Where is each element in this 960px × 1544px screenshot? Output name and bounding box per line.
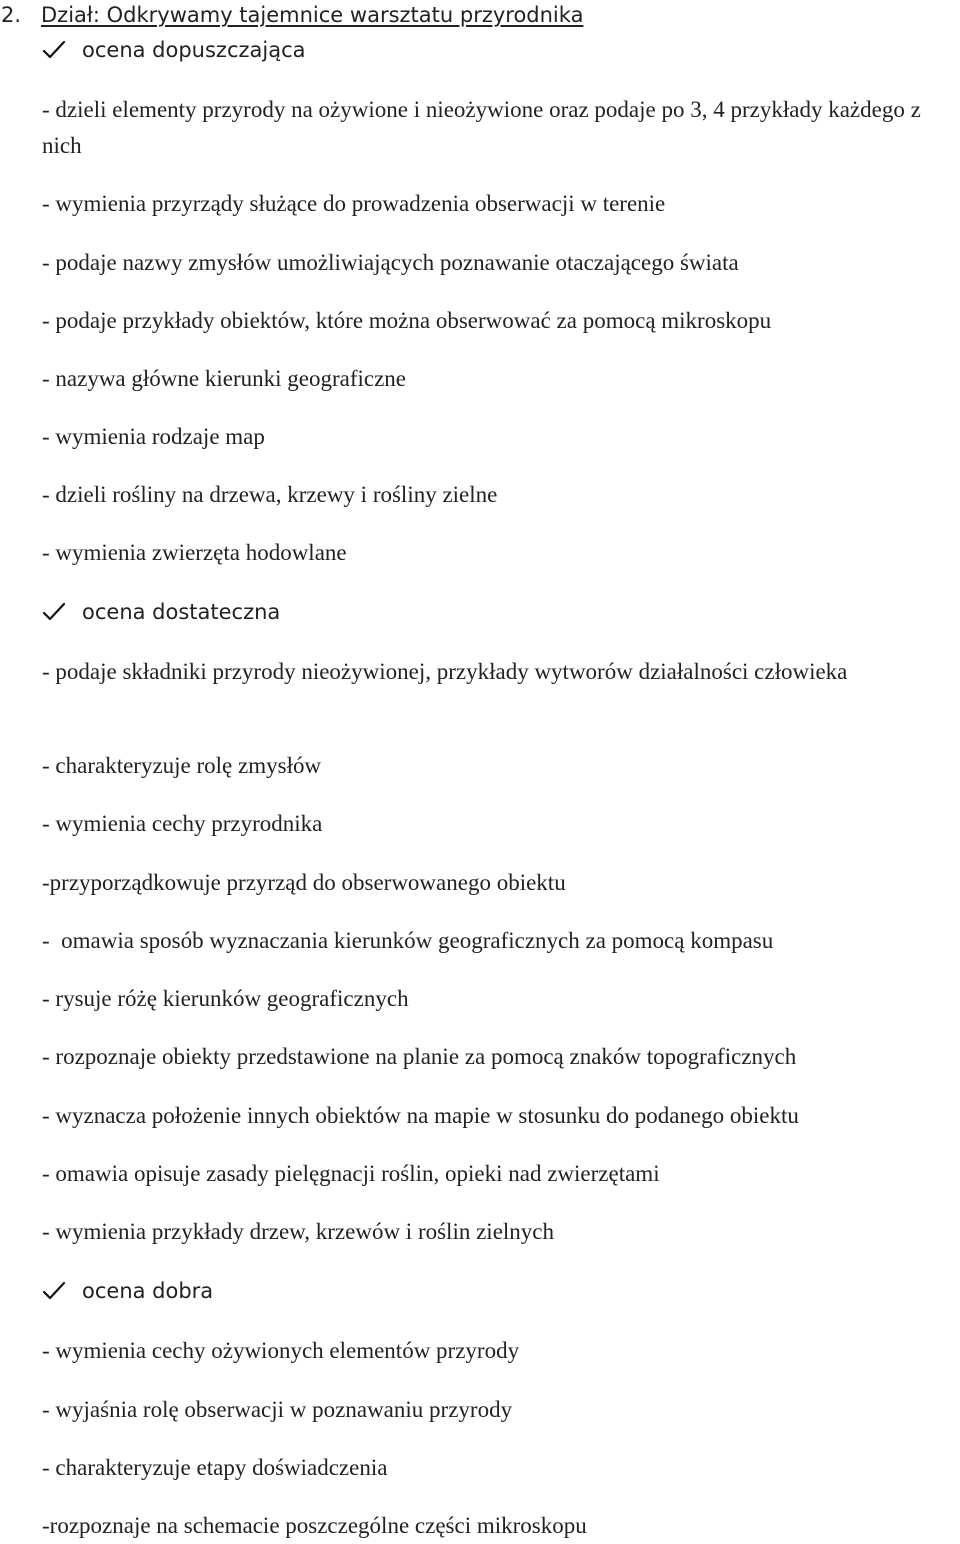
list-item: - dzieli elementy przyrody na ożywione i nieożywione oraz podaje po 3, 4 przykłady każdego z nich bbox=[42, 97, 921, 158]
list-item: - charakteryzuje rolę zmysłów bbox=[42, 753, 322, 778]
list-item: - nazywa główne kierunki geograficzne bbox=[42, 366, 407, 391]
list-item: - wyznacza położenie innych obiektów na mapie w stosunku do podanego obiektu bbox=[42, 1103, 799, 1128]
checkmark-icon bbox=[42, 602, 82, 622]
list-item: - wymienia przyrządy służące do prowadzenia obserwacji w terenie bbox=[42, 191, 666, 216]
checkmark-icon bbox=[42, 40, 82, 60]
list-item: - wymienia zwierzęta hodowlane bbox=[42, 540, 347, 565]
list-item: - omawia opisuje zasady pielęgnacji roślin, opieki nad zwierzętami bbox=[42, 1161, 660, 1186]
list-item: - charakteryzuje etapy doświadczenia bbox=[42, 1455, 388, 1480]
list-item: - wymienia przykłady drzew, krzewów i roślin zielnych bbox=[42, 1219, 554, 1244]
grade-level-dopuszczajaca bbox=[42, 33, 306, 67]
grade-level-dostateczna bbox=[42, 594, 280, 630]
grade-level-label: ocena dopuszczająca bbox=[82, 38, 306, 62]
section-number: 2. bbox=[1, 3, 22, 27]
list-item: - omawia sposób wyznaczania kierunków geograficznych za pomocą kompasu bbox=[42, 928, 774, 953]
list-item: -rozpoznaje na schemacie poszczególne części mikroskopu bbox=[42, 1513, 587, 1538]
section-title: Dział: Odkrywamy tajemnice warsztatu przyrodnika bbox=[41, 3, 584, 27]
section-heading bbox=[0, 0, 583, 30]
list-item: - wymienia cechy ożywionych elementów przyrody bbox=[42, 1338, 520, 1363]
list-item: - wyjaśnia rolę obserwacji w poznawaniu przyrody bbox=[42, 1397, 513, 1422]
list-item: - wymienia cechy przyrodnika bbox=[42, 811, 323, 836]
list-item: - podaje przykłady obiektów, które można obserwować za pomocą mikroskopu bbox=[42, 308, 772, 333]
list-item: -przyporządkowuje przyrząd do obserwowanego obiektu bbox=[42, 870, 566, 895]
list-item: - dzieli rośliny na drzewa, krzewy i rośliny zielne bbox=[42, 482, 498, 507]
list-item: - rozpoznaje obiekty przedstawione na planie za pomocą znaków topograficznych bbox=[42, 1044, 797, 1069]
list-item: - rysuje różę kierunków geograficznych bbox=[42, 986, 409, 1011]
list-item: - wymienia rodzaje map bbox=[42, 424, 265, 449]
checkmark-icon bbox=[42, 1281, 82, 1301]
list-item: - podaje nazwy zmysłów umożliwiających poznawanie otaczającego świata bbox=[42, 250, 739, 275]
grade-level-label: ocena dostateczna bbox=[82, 600, 281, 624]
list-item: - podaje składniki przyrody nieożywionej, przykłady wytworów działalności człowieka bbox=[42, 659, 848, 684]
grade-level-dobra bbox=[42, 1273, 213, 1309]
grade-level-label: ocena dobra bbox=[82, 1279, 214, 1303]
